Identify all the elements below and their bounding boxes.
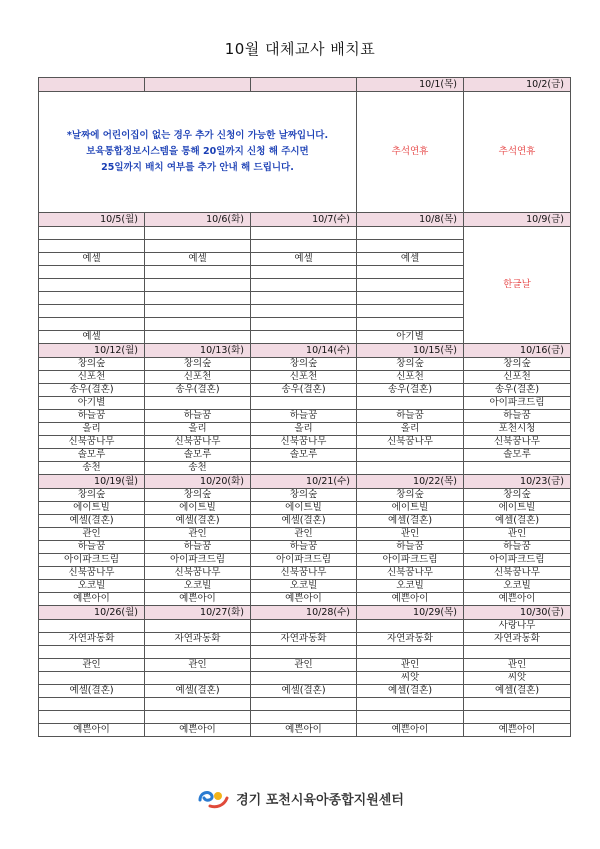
assignment-cell: 창의숲 [357,489,464,502]
week-header-row [39,213,571,227]
assignment-cell: 송우(결혼) [251,384,357,397]
table-row [39,620,571,633]
assignment-cell [251,397,357,410]
assignment-cell: 사랑나무 [464,620,571,633]
assignment-cell: 예셀(결혼) [145,685,251,698]
notice-row [39,92,571,213]
table-row [39,462,571,475]
table-row [39,227,571,240]
assignment-cell: 예쁜아이 [251,593,357,606]
assignment-cell: 예셀(결혼) [464,685,571,698]
assignment-cell: 예셀(결혼) [357,515,464,528]
assignment-cell [251,240,357,253]
assignment-cell: 하늘꿈 [357,410,464,423]
table-row [39,423,571,436]
assignment-cell: 솔모루 [145,449,251,462]
assignment-cell: 아이파크드림 [39,554,145,567]
table-row [39,528,571,541]
assignment-cell: 예셀 [39,331,145,344]
holiday-label: 추석연휴 [357,92,464,213]
org-name: 경기 포천시육아종합지원센터 [236,792,404,808]
table-row [39,580,571,593]
assignment-cell: 하늘꿈 [39,541,145,554]
date-header: 10/30(금) [464,606,571,620]
assignment-cell [251,620,357,633]
assignment-cell: 신북꿈나무 [464,436,571,449]
assignment-cell: 신포천 [251,371,357,384]
assignment-cell: 신북꿈나무 [464,567,571,580]
assignment-cell [251,711,357,724]
notice-line: *날짜에 어린이집이 없는 경우 추가 신청이 가능한 날짜입니다. [66,130,329,141]
assignment-cell: 자연과동화 [251,633,357,646]
date-header: 10/2(금) [464,78,571,92]
assignment-cell [251,227,357,240]
assignment-cell [251,266,357,279]
assignment-cell: 에이트빌 [251,502,357,515]
assignment-cell [145,318,251,331]
schedule-table [38,77,571,737]
assignment-cell [145,279,251,292]
footer [0,786,600,810]
assignment-cell [464,711,571,724]
holiday-label: 한글날 [464,227,571,344]
assignment-cell: 예셀 [357,253,464,266]
notice-text [39,92,357,213]
assignment-cell [357,449,464,462]
assignment-cell: 자연과동화 [39,633,145,646]
assignment-cell: 신북꿈나무 [357,567,464,580]
table-row [39,410,571,423]
assignment-cell: 예셀(결혼) [251,515,357,528]
assignment-cell: 창의숲 [145,489,251,502]
assignment-cell: 창의숲 [251,489,357,502]
assignment-cell: 창의숲 [464,489,571,502]
assignment-cell: 창의숲 [39,358,145,371]
assignment-cell [251,646,357,659]
date-header [251,78,357,92]
assignment-cell: 신포천 [39,371,145,384]
assignment-cell: 하늘꿈 [39,410,145,423]
assignment-cell: 신북꿈나무 [357,436,464,449]
assignment-cell: 송천 [145,462,251,475]
assignment-cell [145,620,251,633]
table-row [39,659,571,672]
assignment-cell: 하늘꿈 [145,541,251,554]
assignment-cell: 에이트빌 [464,502,571,515]
assignment-cell [145,646,251,659]
date-header: 10/20(화) [145,475,251,489]
assignment-cell: 송우(결혼) [464,384,571,397]
assignment-cell [357,305,464,318]
date-header: 10/5(월) [39,213,145,227]
assignment-cell: 예셀(결혼) [357,685,464,698]
table-row [39,672,571,685]
week-header-row [39,606,571,620]
notice-line: 보육통합정보시스템을 통해 20일까지 신청 해 주시면 [86,146,309,157]
assignment-cell [39,227,145,240]
assignment-cell: 창의숲 [357,358,464,371]
assignment-cell [39,620,145,633]
assignment-cell: 하늘꿈 [464,541,571,554]
assignment-cell [464,462,571,475]
assignment-cell [39,305,145,318]
assignment-cell: 신북꿈나무 [39,436,145,449]
assignment-cell: 송우(결혼) [145,384,251,397]
assignment-cell [357,646,464,659]
date-header: 10/6(화) [145,213,251,227]
assignment-cell: 창의숲 [464,358,571,371]
date-header: 10/22(목) [357,475,464,489]
assignment-cell: 예셀(결혼) [39,515,145,528]
assignment-cell [357,711,464,724]
assignment-cell: 예셀 [251,253,357,266]
assignment-cell [145,698,251,711]
assignment-cell: 예셀(결혼) [39,685,145,698]
assignment-cell: 솔모루 [464,449,571,462]
assignment-cell: 오코빌 [357,580,464,593]
date-header: 10/19(월) [39,475,145,489]
table-row [39,724,571,737]
table-row [39,646,571,659]
assignment-cell [39,698,145,711]
assignment-cell: 예쁜아이 [357,593,464,606]
table-row [39,436,571,449]
assignment-cell [251,672,357,685]
assignment-cell: 예셀 [39,253,145,266]
assignment-cell [251,318,357,331]
assignment-cell [145,227,251,240]
assignment-cell: 하늘꿈 [251,541,357,554]
assignment-cell: 관인 [145,659,251,672]
assignment-cell: 올리 [251,423,357,436]
date-header: 10/15(목) [357,344,464,358]
assignment-cell: 에이트빌 [145,502,251,515]
date-header [145,78,251,92]
table-row [39,541,571,554]
center-logo-icon [196,786,230,810]
date-header: 10/16(금) [464,344,571,358]
date-header: 10/14(수) [251,344,357,358]
assignment-cell [357,292,464,305]
assignment-cell [357,462,464,475]
assignment-cell: 오코빌 [145,580,251,593]
assignment-cell: 하늘꿈 [464,410,571,423]
assignment-cell: 올리 [357,423,464,436]
assignment-cell: 신북꿈나무 [251,567,357,580]
date-header [39,78,145,92]
assignment-cell: 예쁜아이 [464,593,571,606]
assignment-cell: 신포천 [357,371,464,384]
assignment-cell: 송천 [39,462,145,475]
assignment-cell: 오코빌 [39,580,145,593]
assignment-cell [251,462,357,475]
assignment-cell: 관인 [39,528,145,541]
assignment-cell: 송우(결혼) [357,384,464,397]
assignment-cell [357,397,464,410]
assignment-cell [145,240,251,253]
assignment-cell: 자연과동화 [464,633,571,646]
assignment-cell: 에이트빌 [357,502,464,515]
assignment-cell: 관인 [464,659,571,672]
date-header: 10/23(금) [464,475,571,489]
assignment-cell: 예쁜아이 [145,593,251,606]
date-header: 10/13(화) [145,344,251,358]
assignment-cell: 아이파크드림 [357,554,464,567]
assignment-cell [251,698,357,711]
assignment-cell [251,305,357,318]
assignment-cell [39,711,145,724]
table-row [39,397,571,410]
assignment-cell: 솔모루 [39,449,145,462]
date-header: 10/7(수) [251,213,357,227]
assignment-cell [251,292,357,305]
assignment-cell: 관인 [251,659,357,672]
date-header: 10/26(월) [39,606,145,620]
assignment-cell: 아이파크드림 [464,397,571,410]
notice-line: 25일까지 배치 여부를 추가 안내 해 드립니다. [101,162,294,173]
date-header: 10/28(수) [251,606,357,620]
assignment-cell: 관인 [145,528,251,541]
assignment-cell [39,266,145,279]
assignment-cell: 씨앗 [357,672,464,685]
assignment-cell [39,672,145,685]
assignment-cell: 관인 [357,659,464,672]
assignment-cell: 관인 [464,528,571,541]
assignment-cell: 신북꿈나무 [145,436,251,449]
assignment-cell: 아기별 [357,331,464,344]
date-header: 10/9(금) [464,213,571,227]
assignment-cell: 아기별 [39,397,145,410]
assignment-cell [357,227,464,240]
assignment-cell [464,646,571,659]
assignment-cell [145,266,251,279]
assignment-cell: 올리 [39,423,145,436]
table-row [39,489,571,502]
assignment-cell: 포천시청 [464,423,571,436]
table-row [39,633,571,646]
assignment-cell [145,711,251,724]
table-row [39,384,571,397]
table-row [39,711,571,724]
assignment-cell [464,698,571,711]
assignment-cell: 아이파크드림 [145,554,251,567]
assignment-cell: 에이트빌 [39,502,145,515]
assignment-cell: 예쁜아이 [39,593,145,606]
page-title: 10월 대체교사 배치표 [224,40,376,58]
assignment-cell [39,646,145,659]
assignment-cell [145,397,251,410]
assignment-cell: 예쁜아이 [39,724,145,737]
assignment-cell [357,240,464,253]
assignment-cell [357,620,464,633]
assignment-cell: 예쁜아이 [357,724,464,737]
assignment-cell: 예셀(결혼) [464,515,571,528]
assignment-cell [39,318,145,331]
assignment-cell: 신북꿈나무 [251,436,357,449]
assignment-cell [251,279,357,292]
table-row [39,515,571,528]
week-header-row [39,475,571,489]
date-header: 10/27(화) [145,606,251,620]
assignment-cell: 창의숲 [251,358,357,371]
date-header: 10/12(월) [39,344,145,358]
table-row [39,698,571,711]
week-header-row [39,78,571,92]
assignment-cell: 오코빌 [251,580,357,593]
table-row [39,685,571,698]
assignment-cell: 예쁜아이 [145,724,251,737]
assignment-cell [145,305,251,318]
assignment-cell: 씨앗 [464,672,571,685]
table-row [39,567,571,580]
assignment-cell: 신북꿈나무 [39,567,145,580]
assignment-cell: 관인 [39,659,145,672]
assignment-cell: 관인 [251,528,357,541]
assignment-cell [251,331,357,344]
assignment-cell [39,240,145,253]
table-row [39,593,571,606]
table-row [39,449,571,462]
assignment-cell: 창의숲 [39,489,145,502]
assignment-cell [357,698,464,711]
assignment-cell: 솔모루 [251,449,357,462]
assignment-cell [145,292,251,305]
assignment-cell [145,331,251,344]
date-header: 10/21(수) [251,475,357,489]
assignment-cell: 자연과동화 [145,633,251,646]
date-header: 10/8(목) [357,213,464,227]
assignment-cell: 하늘꿈 [357,541,464,554]
assignment-cell: 예셀(결혼) [145,515,251,528]
table-row [39,358,571,371]
assignment-cell: 올리 [145,423,251,436]
assignment-cell: 창의숲 [145,358,251,371]
table-row [39,371,571,384]
assignment-cell: 예쁜아이 [464,724,571,737]
assignment-cell [39,279,145,292]
date-header: 10/29(목) [357,606,464,620]
assignment-cell: 송우(결혼) [39,384,145,397]
assignment-cell [357,279,464,292]
table-row [39,502,571,515]
assignment-cell: 오코빌 [464,580,571,593]
assignment-cell: 신북꿈나무 [145,567,251,580]
assignment-cell: 자연과동화 [357,633,464,646]
assignment-cell [39,292,145,305]
assignment-cell: 아이파크드림 [464,554,571,567]
week-header-row [39,344,571,358]
table-row [39,554,571,567]
assignment-cell: 예셀(결혼) [251,685,357,698]
assignment-cell: 신포천 [145,371,251,384]
assignment-cell [145,672,251,685]
date-header: 10/1(목) [357,78,464,92]
assignment-cell: 아이파크드림 [251,554,357,567]
assignment-cell: 하늘꿈 [251,410,357,423]
holiday-label: 추석연휴 [464,92,571,213]
assignment-cell [357,266,464,279]
assignment-cell: 예쁜아이 [251,724,357,737]
assignment-cell [357,318,464,331]
assignment-cell: 관인 [357,528,464,541]
assignment-cell: 예셀 [145,253,251,266]
assignment-cell: 하늘꿈 [145,410,251,423]
assignment-cell: 신포천 [464,371,571,384]
